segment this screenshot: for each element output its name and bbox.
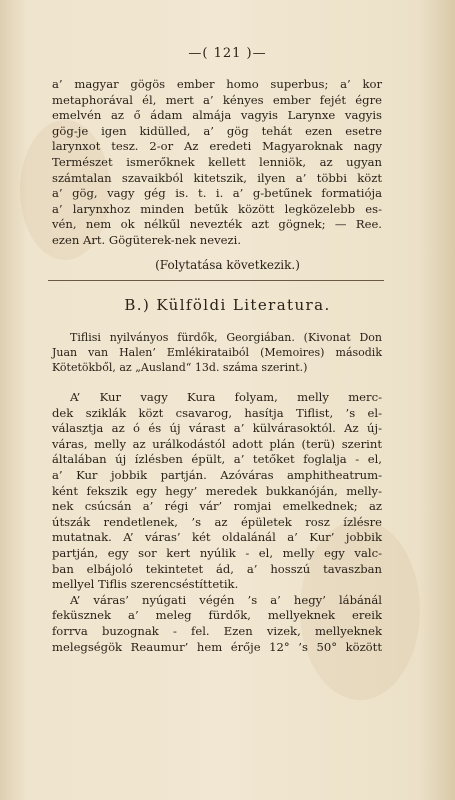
page-number: —( 121 )—: [188, 46, 267, 61]
text-line: ként fekszik egy hegy’ meredek bukkanóján, melly-: [52, 483, 382, 498]
text-line: a’ Kur jobbik partján. Azóváras amphitheatrum-: [52, 467, 382, 482]
paragraph-continued: [52, 77, 382, 249]
text-line: A’ váras’ nyúgati végén ’s a’ hegy’ lábánál: [70, 592, 382, 607]
text-line: mellyel Tiflis szerencséstíttetik.: [52, 577, 239, 592]
text-line: váras, melly az urálkodástól adott plán (terü) szerint: [52, 436, 382, 451]
text-line: általában új ízlésben épült, a’ tetőket foglalja - el,: [52, 452, 382, 467]
subtitle-line: Juan van Halen’ Emlékirataiból (Memoires) második: [52, 346, 382, 359]
text-line: metaphorával él, mert a’ kényes ember fejét égre: [52, 92, 382, 107]
text-line: a’ gög, vagy gég is. t. i. a’ g-betűnek formatiója: [52, 186, 382, 201]
text-line: melegségök Reaumur’ hem érője 12° ’s 50° között: [52, 639, 382, 654]
text-line: útszák rendetlenek, ’s az épületek rosz ízlésre: [52, 514, 382, 529]
text-line: emelvén az ő ádam almája vagyis Larynxe vagyis: [52, 108, 382, 123]
article-subtitle: [52, 330, 382, 375]
text-line: feküsznek a’ meleg fürdők, mellyeknek ereik: [52, 608, 382, 623]
text-line: ezen Art. Gögüterek-nek nevezi.: [52, 232, 241, 247]
section-divider: [48, 280, 384, 281]
text-line: Természet ismerőknek kellett lenniök, az ugyan: [52, 154, 382, 169]
text-line: dek sziklák közt csavarog, hasítja Tiflist, ’s el-: [52, 405, 382, 420]
text-line: gög-je igen kidülled, a’ gög tehát ezen esetre: [52, 123, 382, 138]
text-line: mutatnak. A’ váras’ két oldalánál a’ Kur’ jobbik: [52, 530, 382, 545]
article-body: [52, 390, 382, 655]
continued-note: (Folytatása következik.): [155, 258, 300, 272]
text-line: a’ magyar gögös ember homo superbus; a’ kor: [52, 77, 382, 91]
text-line: számtalan szavaikból kitetszik, ilyen a’ többi közt: [52, 170, 382, 185]
text-line: vén, nem ok nélkűl nevezték azt gögnek; — Ree.: [52, 217, 382, 232]
text-line: ban elbájoló tekintetet ád, a’ hosszú tavaszban: [52, 561, 382, 576]
text-line: nek csúcsán a’ régi vár’ romjai emelkednek; az: [52, 499, 382, 514]
text-line: választja az ó és új várast a’ külvárasoktól. Az új-: [52, 421, 382, 436]
text-line: A’ Kur vagy Kura folyam, melly merc-: [70, 390, 382, 404]
subtitle-line: Kötetökből, az „Ausland“ 13d. száma szerint.): [52, 361, 308, 374]
subtitle-line: Tiflisi nyilványos fürdők, Georgiában. (Kivonat Don: [70, 331, 382, 344]
section-heading: B.) Külföldi Literatura.: [124, 296, 331, 314]
text-line: a’ larynxhoz minden betűk között legközelebb es-: [52, 201, 382, 216]
text-line: larynxot tesz. 2-or Az eredeti Magyaroknak nagy: [52, 139, 382, 154]
text-line: partján, egy sor kert nyúlik - el, melly egy valc-: [52, 545, 382, 560]
text-line: forrva buzognak - fel. Ezen vizek, mellyeknek: [52, 623, 382, 638]
